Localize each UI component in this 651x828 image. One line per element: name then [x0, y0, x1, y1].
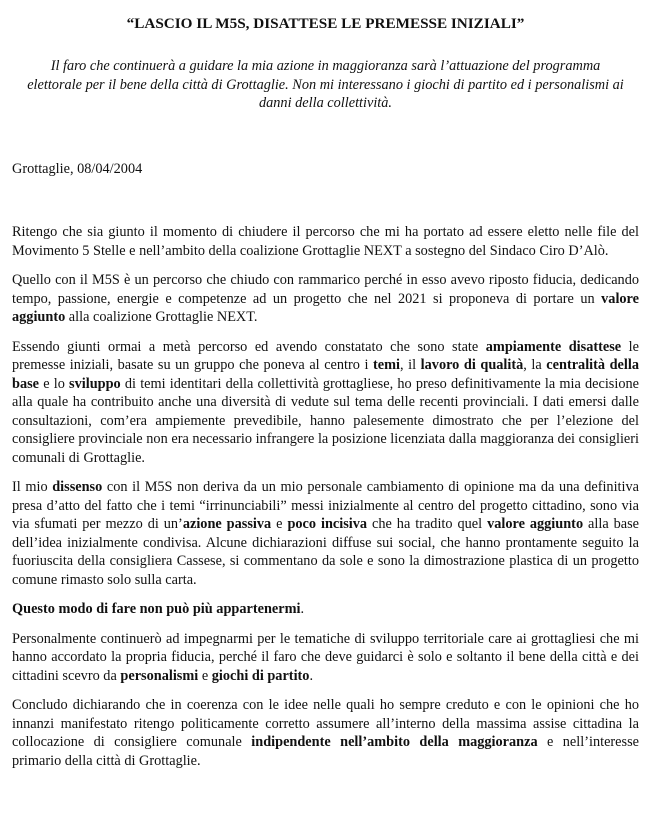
paragraph-1 — [12, 223, 639, 260]
bold-text: personalismi — [120, 667, 199, 684]
document-subtitle: Il faro che continuerà a guidare la mia azione in maggioranza sarà l’attuazione del programma elettorale per il bene della città di Grottaglie. Non mi interessano i giochi di partito ed i personalismi ai danni della collettività. — [27, 58, 624, 111]
text-run: . — [309, 667, 314, 684]
paragraph-5 — [12, 600, 639, 619]
document-body — [12, 223, 639, 770]
bold-text: poco incisiva — [287, 516, 368, 532]
bold-text: indipendente nell’ambito della maggioranza — [251, 734, 538, 750]
text-run: le premesse iniziali, basate su un gruppo che poneva al centro i — [12, 338, 639, 373]
text-run: Concludo dichiarando che in coerenza con le idee nelle quali ho sempre creduto e con le opinioni che ho innanzi manifestato ritengo politicamente corretto assumere all’interno della massima assise cittadina la collocazione di consigliere comunale — [12, 697, 639, 750]
dateline: Grottaglie, 08/04/2004 — [12, 160, 143, 177]
text-run: con il M5S non deriva da un mio personale cambiamento di opinione ma da una definitiva presa d’atto del fatto che i temi “irrinunciabili” messi inizialmente al centro del progetto cittadino, sono via via sfumati per mezzo di un’ — [12, 479, 639, 532]
text-run: alla coalizione Grottaglie NEXT. — [65, 309, 258, 325]
text-run: . — [300, 601, 305, 617]
text-run: e — [198, 667, 212, 684]
bold-text: ampiamente disattese — [485, 338, 622, 355]
bold-text: valore aggiunto — [487, 516, 584, 532]
text-run: alla base dell’idea inizialmente condivisa. Alcune dichiarazioni diffuse sui social, che hanno prontamente seguito la fuoriuscita della consigliera Cassese, si commentano da sole e sono la dimostrazione plastica di un progetto comune rimasto solo sulla carta. — [12, 516, 640, 588]
text-run: Il mio — [12, 479, 53, 495]
bold-text: centralità della base — [12, 357, 639, 392]
text-run: e lo — [39, 375, 70, 392]
bold-text: valore aggiunto — [12, 290, 639, 325]
text-run: Personalmente continuerò ad impegnarmi per le tematiche di sviluppo territoriale care ai grottagliesi che mi hanno accordato la propria fiducia, perché il faro che deve guidarci è solo e soltanto il bene della città e dei cittadini scevro da — [12, 630, 639, 684]
bold-text: lavoro di qualità — [420, 357, 524, 373]
paragraph-6 — [12, 630, 639, 686]
bold-text: temi — [373, 357, 401, 373]
text-run: Essendo giunti ormai a metà percorso ed avendo constatato che sono state — [12, 338, 486, 355]
paragraph-2 — [12, 271, 639, 327]
paragraph-4 — [12, 478, 639, 589]
text-run: di temi identitari della collettività grottagliese, ho preso definitivamente la mia decisione alla quale ha contribuito anche una diversità di vedute sul tema delle recenti provinciali. I dati emersi dalle consultazioni, com’era ampiemente prevedibile, hanno palesemente dimostrato che per l’elezione del consigliere provinciale non era necessario infrangere la posizione licenziata dalla maggioranza dei consiglieri comunali di Grottaglie. — [12, 375, 639, 466]
text-run: , il — [400, 357, 421, 373]
text-run: e — [271, 516, 288, 532]
paragraph-7 — [12, 696, 639, 770]
text-run: che ha tradito quel — [367, 516, 488, 532]
bold-text: azione passiva — [182, 516, 272, 532]
paragraph-3 — [12, 338, 639, 468]
bold-text: dissenso — [52, 479, 103, 495]
bold-text: sviluppo — [69, 375, 121, 392]
text-run: Quello con il M5S è un percorso che chiudo con rammarico perché in esso avevo riposto fiducia, dedicando tempo, passione, energie e competenze ad un progetto che nel 2021 si proponeva di portare un — [12, 272, 639, 307]
text-run: Ritengo che sia giunto il momento di chiudere il percorso che mi ha portato ad essere eletto nelle file del Movimento 5 Stelle e nell’ambito della coalizione Grottaglie NEXT a sostegno del Sindaco Ciro D’Alò. — [12, 224, 639, 259]
text-run: , la — [523, 357, 547, 373]
document-title: “LASCIO IL M5S, DISATTESE LE PREMESSE INIZIALI” — [126, 15, 525, 32]
bold-text: giochi di partito — [211, 667, 310, 684]
text-run: e nell’interesse primario della città di Grottaglie. — [12, 734, 639, 769]
bold-text: Questo modo di fare non può più appartenermi — [12, 601, 301, 617]
